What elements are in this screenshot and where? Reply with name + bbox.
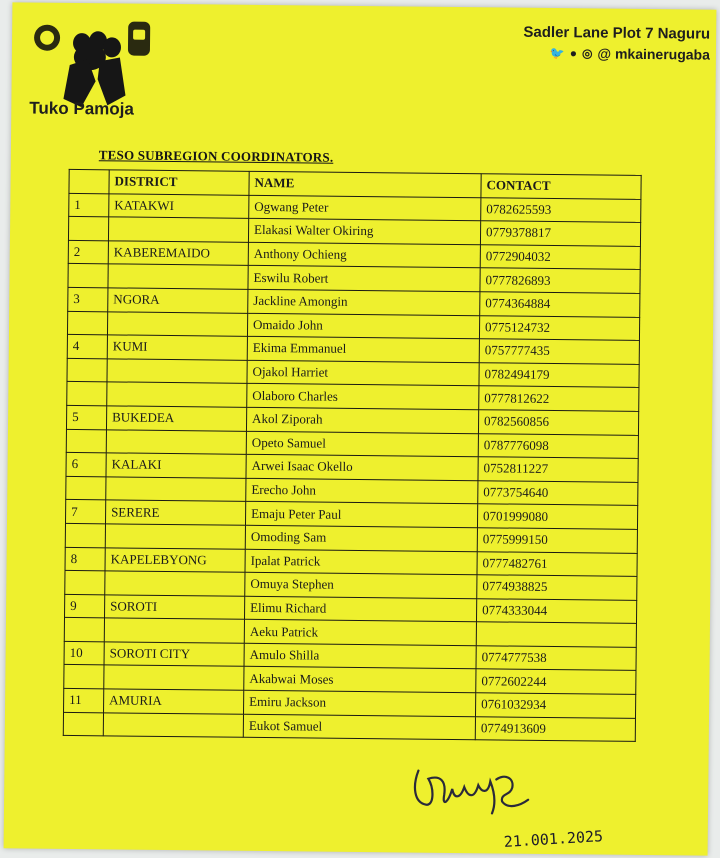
cell-district xyxy=(106,429,246,454)
cell-contact: 0772904032 xyxy=(480,245,640,270)
cell-contact: 0701999080 xyxy=(477,504,637,529)
cell-name: Eswilu Robert xyxy=(248,266,480,292)
cell-name: Omuya Stephen xyxy=(245,572,477,598)
cell-name: Eukot Samuel xyxy=(243,714,475,740)
cell-name: Ekima Emmanuel xyxy=(247,336,479,362)
document-page xyxy=(4,2,717,855)
cell-contact: 0782494179 xyxy=(479,362,639,387)
party-seal-left xyxy=(34,25,60,51)
cell-district: SERERE xyxy=(105,500,245,525)
cell-contact: 0774333044 xyxy=(476,598,636,623)
cell-number xyxy=(66,429,106,453)
cell-district: KALAKI xyxy=(106,453,246,478)
cell-number xyxy=(63,712,103,736)
cell-contact: 0757777435 xyxy=(479,339,639,364)
cell-name: Emaju Peter Paul xyxy=(245,502,477,528)
cell-district xyxy=(107,311,247,336)
table-row xyxy=(63,712,635,742)
cell-district xyxy=(105,571,245,596)
cell-contact: 0752811227 xyxy=(478,457,638,482)
cell-contact: 0773754640 xyxy=(478,480,638,505)
cell-contact: 0774777538 xyxy=(476,646,636,671)
cell-number xyxy=(64,665,104,689)
cell-number: 6 xyxy=(66,453,106,477)
cell-number xyxy=(67,358,107,382)
cell-district xyxy=(103,712,243,737)
cell-district xyxy=(107,382,247,407)
cell-number: 7 xyxy=(65,500,105,524)
cell-number xyxy=(64,618,104,642)
cell-district: AMURIA xyxy=(104,689,244,714)
cell-contact: 0774938825 xyxy=(477,575,637,600)
cell-name: Amulo Shilla xyxy=(244,643,476,669)
cell-name: Emiru Jackson xyxy=(244,690,476,716)
cell-number: 11 xyxy=(64,688,104,712)
social-handle: @ mkainerugaba xyxy=(597,45,711,63)
cell-contact: 0775124732 xyxy=(479,315,639,340)
cell-district: KATAKWI xyxy=(109,193,249,218)
cell-name: Elakasi Walter Okiring xyxy=(248,219,480,245)
cell-number: 1 xyxy=(69,193,109,217)
cell-name: Erecho John xyxy=(246,478,478,504)
cell-district: SOROTI xyxy=(105,595,245,620)
cell-district: KABEREMAIDO xyxy=(108,241,248,266)
cell-number: 10 xyxy=(64,641,104,665)
cell-district xyxy=(104,618,244,643)
cell-number xyxy=(67,382,107,406)
cell-name: Ogwang Peter xyxy=(249,195,481,221)
cell-number: 5 xyxy=(66,405,106,429)
cell-number: 2 xyxy=(68,240,108,264)
cell-contact: 0782625593 xyxy=(481,197,641,222)
cell-district xyxy=(105,524,245,549)
cell-contact: 0777812622 xyxy=(479,386,639,411)
cell-contact: 0775999150 xyxy=(477,528,637,553)
cell-district: KUMI xyxy=(107,335,247,360)
cell-number: 3 xyxy=(68,287,108,311)
cell-contact: 0777482761 xyxy=(477,551,637,576)
cell-number: 4 xyxy=(67,335,107,359)
cell-number xyxy=(68,264,108,288)
cell-district: KAPELEBYONG xyxy=(105,547,245,572)
cell-contact: 0772602244 xyxy=(476,669,636,694)
cell-district: NGORA xyxy=(108,288,248,313)
party-seal-right xyxy=(128,22,150,56)
cell-contact xyxy=(476,622,636,647)
column-header-district: DISTRICT xyxy=(109,170,249,195)
column-header-contact: CONTACT xyxy=(481,174,641,199)
cell-district xyxy=(108,217,248,242)
cell-name: Anthony Ochieng xyxy=(248,242,480,268)
cell-district: SOROTI CITY xyxy=(104,642,244,667)
cell-name: Jackline Amongin xyxy=(248,289,480,315)
cell-name: Akol Ziporah xyxy=(246,407,478,433)
cell-number xyxy=(65,523,105,547)
cell-number: 9 xyxy=(65,594,105,618)
cell-district xyxy=(107,359,247,384)
cell-name: Ojakol Harriet xyxy=(247,360,479,386)
cell-district: BUKEDEA xyxy=(106,406,246,431)
address-block xyxy=(523,24,710,63)
cell-district xyxy=(104,665,244,690)
cell-number xyxy=(65,571,105,595)
cell-contact: 0777826893 xyxy=(480,268,640,293)
cell-contact: 0774364884 xyxy=(480,292,640,317)
cell-contact: 0779378817 xyxy=(480,221,640,246)
cell-number xyxy=(66,476,106,500)
brand-name: Tuko Pamoja xyxy=(29,98,134,119)
facebook-icon: ● xyxy=(569,46,578,61)
handwritten-signature xyxy=(404,758,555,822)
cell-contact: 0787776098 xyxy=(478,433,638,458)
cell-contact: 0774913609 xyxy=(475,716,635,741)
twitter-icon: 🐦 xyxy=(549,45,565,61)
cell-contact: 0782560856 xyxy=(478,410,638,435)
cell-name: Omaido John xyxy=(247,313,479,339)
cell-district xyxy=(106,477,246,502)
column-header-name: NAME xyxy=(249,171,481,197)
cell-name: Ipalat Patrick xyxy=(245,549,477,575)
cell-name: Akabwai Moses xyxy=(244,667,476,693)
instagram-icon: ◎ xyxy=(581,46,593,61)
column-header-number xyxy=(69,169,109,193)
cell-number xyxy=(68,217,108,241)
cell-name: Aeku Patrick xyxy=(244,620,476,646)
cell-name: Olaboro Charles xyxy=(247,384,479,410)
coordinators-table xyxy=(63,169,642,742)
document-title: TESO SUBREGION COORDINATORS. xyxy=(98,147,334,165)
cell-district xyxy=(108,264,248,289)
cell-number xyxy=(67,311,107,335)
cell-name: Opeto Samuel xyxy=(246,431,478,457)
handwritten-date: 21.001.2025 xyxy=(503,827,604,851)
cell-name: Elimu Richard xyxy=(244,596,476,622)
address-line: Sadler Lane Plot 7 Naguru xyxy=(523,23,711,43)
cell-name: Omoding Sam xyxy=(245,525,477,551)
cell-contact: 0761032934 xyxy=(475,693,635,718)
cell-number: 8 xyxy=(65,547,105,571)
social-line xyxy=(523,45,710,63)
cell-name: Arwei Isaac Okello xyxy=(246,454,478,480)
